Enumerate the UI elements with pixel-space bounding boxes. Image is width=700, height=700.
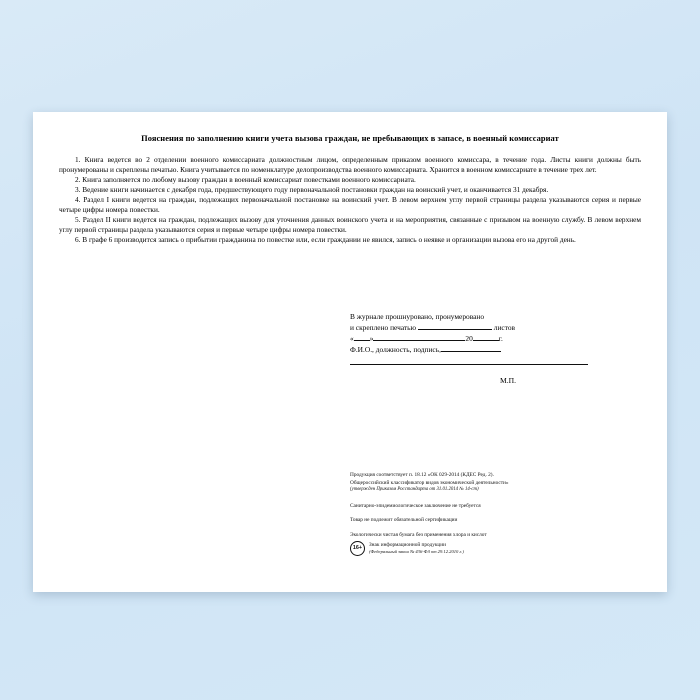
paragraph-1: 1. Книга ведется во 2 отделении военного комиссариата должностным лицом, определенным приказом военного комиссара, в течение года. Листы книги должны быть пронумерованы и скреплены печатью. Книга учитывается по номенклатуре делопроизводства военного комиссариата. Хранится в военном комиссариате в течение трех лет. xyxy=(59,155,641,174)
quote-close: » xyxy=(369,334,374,344)
footer-spacer-3 xyxy=(350,525,660,532)
paragraph-2: 2. Книга заполняется по любому вызову граждан в военный комиссариат повестками военного комиссариата. xyxy=(75,174,416,184)
paragraph-6: 6. В графе 6 производится запись о прибытии гражданина по повестке или, если граждании не явился, запись о неявке и организации вызова его на другой день. xyxy=(75,235,576,245)
age-mark-row xyxy=(350,541,660,556)
footer-sanitary-line: Санитарно-эпидемиологическое заключение не требуется xyxy=(350,502,481,509)
document-body xyxy=(59,134,641,580)
footer-product-line: Продукция соответствует п. 18.12 «ОК 029-2014 (КДЕС Ред. 2). xyxy=(350,472,494,478)
paragraph-4: 4. Раздел I книги ведется на граждан, подлежащих первоначальной постановке на воинский учет. В левом верхнем углу первой страницы раздела указываются серия и первые четыре цифры номера повестки. xyxy=(59,195,641,215)
paragraph-3: 3. Ведение книги начинается с декабря года, предшествующего году первоначальной постановки граждан на воинский учет, и оканчивается 31 декабря. xyxy=(75,185,549,195)
journal-certification-block xyxy=(350,311,650,387)
month-blank xyxy=(373,333,465,341)
footer-order-line: (утвержден Приказом Росстандарта от 31.01.2014 № 14-ст) xyxy=(350,487,479,493)
journal-line-2-prefix: и скреплено печатью xyxy=(350,323,417,333)
day-blank xyxy=(354,333,370,341)
age-mark-title: Знак информационной продукции xyxy=(369,541,446,548)
document-sheet xyxy=(33,112,667,592)
journal-fio-line xyxy=(350,344,650,355)
year-suffix: г. xyxy=(498,334,503,344)
stamp-label: М.П. xyxy=(500,376,517,386)
journal-line-1: В журнале прошнуровано, пронумеровано xyxy=(350,312,485,321)
age-mark-subtitle: (Федеральный закон № 436-ФЗ от 29.12.2010 г.) xyxy=(369,549,464,555)
footer-eco-line: Экологически чистая бумага без применения хлора и кислот xyxy=(350,531,487,538)
journal-line-2-suffix: листов xyxy=(493,323,516,333)
footer-certification-line: Товар не подлежит обязательной сертификации xyxy=(350,517,458,524)
journal-date-line xyxy=(350,333,650,344)
paragraph-5: 5. Раздел II книги ведется на граждан, подлежащих вызову для уточнения данных воинского учета и на мероприятия, связанные с призывом на военную службу. В левом верхнем углу первой страницы раздела указываются серия и первые четыре цифры номера повестки. xyxy=(59,215,641,234)
age-rating-icon: 16+ xyxy=(350,541,365,556)
age-mark-text xyxy=(369,542,464,556)
fio-blank-second-line xyxy=(350,356,588,365)
footer-classifier-line: Общероссийский классификатор видов экономической деятельности» xyxy=(350,479,509,486)
year-prefix: 20 xyxy=(465,334,473,344)
fio-label: Ф.И.О., должность, подпись, xyxy=(350,345,441,355)
page-title: Пояснения по заполнению книги учета вызова граждан, не пребывающих в запасе, в военный комиссариат xyxy=(141,134,559,143)
certification-footer xyxy=(350,472,660,556)
footer-spacer-1 xyxy=(350,494,660,503)
journal-count-blank xyxy=(418,322,492,330)
year-blank xyxy=(473,333,499,341)
quote-open: « xyxy=(350,334,354,344)
journal-line-2 xyxy=(350,322,650,333)
fio-blank xyxy=(441,344,501,352)
